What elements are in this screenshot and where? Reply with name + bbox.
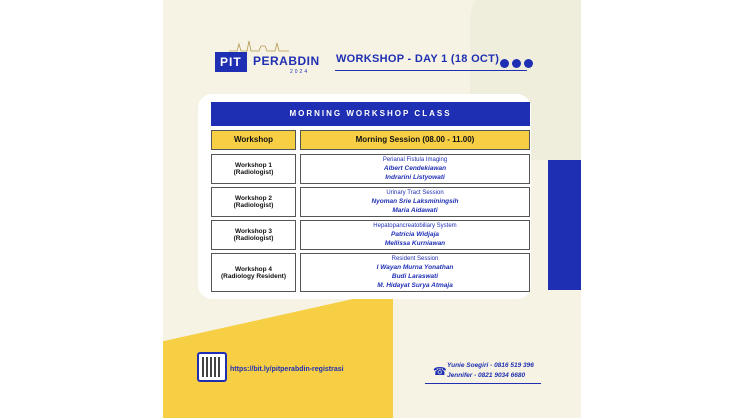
workshop-role: (Radiologist) [233, 202, 274, 209]
workshop-name: Workshop 2 [234, 195, 273, 202]
session-name: Urinary Tract Session [386, 189, 444, 196]
col-session: Morning Session (08.00 - 11.00) [300, 130, 530, 150]
contact-item: Jennifer - 0821 9034 6680 [447, 372, 526, 379]
decor-blue-bar [548, 160, 581, 290]
skyline-logo-art [229, 38, 289, 52]
speaker: Albert Cendekiawan [383, 164, 447, 172]
speaker: Mellissa Kurniawan [384, 239, 446, 247]
title-divider [335, 70, 527, 71]
session-name: Perianal Fistula Imaging [382, 156, 448, 163]
col-workshop: Workshop [211, 130, 296, 150]
speaker: M. Hidayat Surya Atmaja [377, 281, 453, 289]
logo-year: 2024 [290, 69, 310, 75]
speaker: Maria Aidawati [392, 206, 438, 214]
registration-link[interactable]: https://bit.ly/pitperabdin-registrasi [230, 366, 344, 373]
workshop-name: Workshop 1 [234, 162, 273, 169]
page-title: WORKSHOP - DAY 1 (18 OCT) [336, 53, 500, 65]
session-name: Resident Session [391, 255, 439, 262]
speaker: Patricia Widjaja [391, 230, 439, 238]
speaker: Indrarini Listyowati [385, 173, 445, 181]
workshop-role: (Radiology Resident) [220, 272, 286, 280]
workshop-name: Workshop 3 [234, 228, 273, 235]
contact-divider [425, 383, 541, 384]
qr-code-icon[interactable] [197, 352, 227, 382]
workshop-role: (Radiologist) [233, 235, 274, 242]
panel-title: MORNING WORKSHOP CLASS [211, 102, 530, 126]
contact-item: Yunie Soegiri - 0816 519 396 [447, 362, 534, 369]
speaker: Budi Laraswati [391, 272, 439, 280]
schedule-panel [198, 94, 531, 299]
workshop-name: Workshop 4 [234, 265, 273, 273]
logo-name: PERABDIN [253, 54, 320, 68]
phone-icon: ☎ [433, 366, 447, 378]
logo-pit: PIT [215, 52, 247, 72]
speaker: Nyoman Srie Laksminingsih [371, 197, 459, 205]
event-logo [215, 38, 320, 82]
poster-card [163, 0, 581, 418]
speaker: I Wayan Murna Yonathan [376, 263, 454, 271]
workshop-role: (Radiologist) [233, 169, 274, 176]
session-name: Hepatopancreatobiliary System [373, 222, 457, 229]
contact-list [447, 361, 534, 381]
